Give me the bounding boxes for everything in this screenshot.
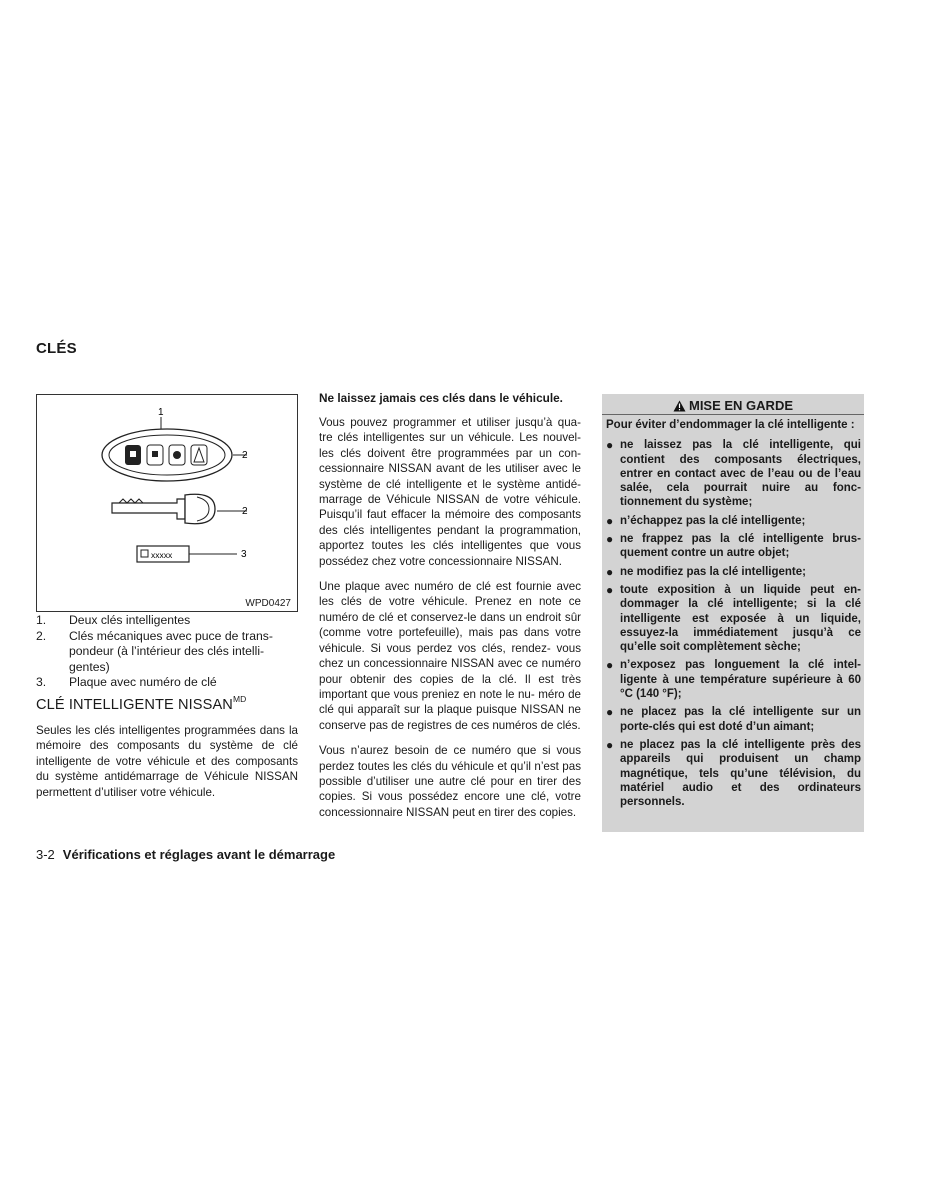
figure-legend bbox=[36, 613, 298, 691]
warning-triangle-icon bbox=[673, 400, 686, 412]
mechanical-key-icon bbox=[112, 494, 215, 523]
warning-bullet: ● n’échappez pas la clé intelligente; bbox=[606, 513, 806, 528]
warning-intro: Pour éviter d’endommager la clé intelligente : bbox=[606, 419, 855, 431]
plate-number-text: xxxxx bbox=[151, 550, 173, 560]
paragraph: Vous pouvez programmer et utiliser jusqu’à qua- tre clés intelligentes sur un véhicule. Les nouvel- les clés doivent être programmées par un con- cessionnaire NISSAN avant de les utiliser avec le système de clé intelligente et le système antidé- marrage de Véhicule NISSAN de votre véhicule. Puisqu’il faut effacer la mémoire des composants des clés intelligentes pendant la programmation, apportez toutes les clés intelligentes que vous possédez chez votre concessionnaire NISSAN. bbox=[319, 416, 581, 568]
figure-code: WPD0427 bbox=[245, 598, 291, 609]
page-number: 3-2 bbox=[36, 847, 55, 862]
callout-2b: 2 bbox=[242, 506, 248, 517]
warning-bullet: ● ne laissez pas la clé intelligente, qui contient des composants électriques, entrer en contact avec de l’eau ou de l’eau salée, cela pourrait nuire au fonc- tionnement du système; bbox=[606, 438, 861, 509]
warning-bullet: ● ne modifiez pas la clé intelligente; bbox=[606, 564, 806, 579]
key-figure bbox=[36, 394, 298, 612]
paragraph: Vous n’aurez besoin de ce numéro que si vous perdez toutes les clés du véhicule et qu’il n’est pas possible d’utiliser une autre clé pour en tirer des copies. Si vous possédez encore une clé, votre concessionnaire NISSAN peut en tirer des copies. bbox=[319, 744, 581, 819]
key-illustration bbox=[37, 395, 297, 611]
subheading: CLÉ INTELLIGENTE $NISSAN^{MD}$ bbox=[36, 694, 247, 713]
warning-bullet: ● n’exposez pas longuement la clé intel- ligente à une température supérieure à 60 °C (140 °F); bbox=[606, 658, 861, 701]
intro-paragraph: Seules les clés intelligentes programmées dans la mémoire des composants du système de clé intelligente de votre véhicule et des composants du système antidémarrage de Véhicule NISSAN permettent d’utiliser votre véhicule. bbox=[36, 724, 298, 799]
section-title: CLÉS bbox=[36, 340, 77, 357]
warning-body bbox=[606, 418, 861, 813]
column2-heading: Ne laissez jamais ces clés dans le véhicule. bbox=[319, 391, 563, 405]
warning-bullet: ● ne placez pas la clé intelligente près des appareils qui produisent un champ magnétique, tels qu’une télévision, du matériel audio et des ordinateurs personnels. bbox=[606, 737, 861, 809]
callout-1: 1 bbox=[158, 407, 164, 418]
warning-header: MISE EN GARDE bbox=[602, 396, 864, 415]
warning-bullet: ● ne frappez pas la clé intelligente brus- quement contre un autre objet; bbox=[606, 532, 861, 560]
column2-text bbox=[319, 415, 581, 830]
chapter-title: Vérifications et réglages avant le démarrage bbox=[62, 847, 336, 862]
callout-3: 3 bbox=[241, 549, 247, 560]
page-footer bbox=[36, 847, 335, 862]
callout-2a: 2 bbox=[242, 450, 248, 461]
legend-item: 2. Clés mécaniques avec puce de trans- pondeur (à l’intérieur des clés intelli- gentes) bbox=[36, 628, 273, 674]
warning-bullet: ● toute exposition à un liquide peut en- dommager la clé intelligente; si la clé intelligente est exposée à un liquide, essuyez-la immédiatement jusqu’à ce qu’elle soit complètement sèche; bbox=[606, 582, 861, 654]
warning-bullet: ● ne placez pas la clé intelligente sur un porte-clés qui est doté d’un aimant; bbox=[606, 705, 861, 733]
legend-item: 1. Deux clés intelligentes bbox=[36, 613, 191, 627]
warning-divider bbox=[602, 414, 864, 415]
paragraph: Une plaque avec numéro de clé est fournie avec les clés de votre véhicule. Prenez en note ce numéro de clé et conservez-le dans un endroit sûr (comme votre portefeuille), mais pas dans votre véhicule. Si vous perdez vos clés, rendez- vous chez un concessionnaire NISSAN avec ce numéro pour obtenir des copies de la clé. Il est très important que vous preniez en note le nu- méro de clé qui apparaît sur la plaque puisque NISSAN ne conserve pas de registres de ces numéros de clés. bbox=[319, 580, 581, 732]
legend-item: 3. Plaque avec numéro de clé bbox=[36, 675, 217, 689]
